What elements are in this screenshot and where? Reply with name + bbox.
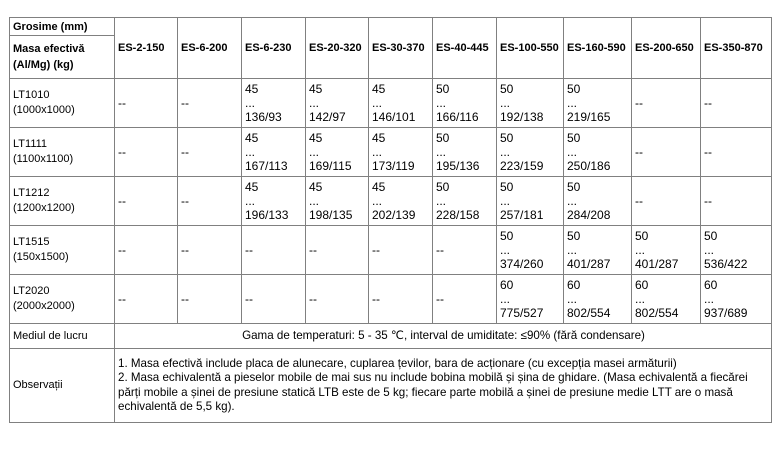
ellipsis: ...	[500, 292, 511, 306]
value-cell	[564, 226, 632, 275]
value-cell	[242, 128, 306, 177]
thickness-value: 45	[245, 82, 259, 96]
value-cell	[433, 128, 497, 177]
model-size: (2000x2000)	[13, 300, 75, 312]
mass-value: 536/422	[704, 257, 748, 271]
thickness-value: 50	[500, 82, 514, 96]
row-label	[10, 79, 115, 128]
ellipsis: ...	[567, 292, 578, 306]
value-cell	[242, 177, 306, 226]
thickness-value: 50	[500, 131, 514, 145]
thickness-value: 45	[309, 131, 323, 145]
mass-value: 166/116	[436, 110, 479, 124]
empty-cell: --	[433, 226, 497, 275]
ellipsis: ...	[704, 292, 715, 306]
note-item: 2. Masa echivalentă a pieselor mobile de mai sus nu include bobina mobilă și șina de ghidare. (Masa echivalentă a fiecărei părți mobile a șinei de presiune statică LTB este de 5 kg; fiecare parte mobilă a șinei de presiune medie LTT are o masă echivalentă de 5,5 kg).	[118, 371, 748, 413]
thickness-value: 50	[500, 229, 514, 243]
row-label	[10, 128, 115, 177]
mass-value: 802/554	[567, 306, 611, 320]
empty-cell: --	[701, 79, 772, 128]
ellipsis: ...	[372, 145, 383, 159]
table-row	[10, 128, 772, 177]
model-name: LT2020	[13, 285, 50, 297]
ellipsis: ...	[309, 96, 320, 110]
environment-value: Gama de temperaturi: 5 - 35 ℃, interval de umiditate: ≤90% (fără condensare)	[115, 324, 772, 349]
empty-cell: --	[178, 226, 242, 275]
ellipsis: ...	[500, 96, 511, 110]
empty-cell: --	[178, 275, 242, 324]
column-header-es-40-445: ES-40-445	[433, 18, 497, 79]
ellipsis: ...	[245, 96, 256, 110]
mass-value: 195/136	[436, 159, 480, 173]
mass-value: 198/135	[309, 208, 353, 222]
mass-value: 250/186	[567, 159, 611, 173]
mass-value: 775/527	[500, 306, 544, 320]
ellipsis: ...	[309, 145, 320, 159]
value-cell	[564, 177, 632, 226]
empty-cell: --	[369, 275, 433, 324]
table-row	[10, 177, 772, 226]
mass-value: 219/165	[567, 110, 611, 124]
thickness-value: 50	[567, 180, 581, 194]
value-cell	[497, 79, 564, 128]
table-row	[10, 275, 772, 324]
ellipsis: ...	[436, 96, 447, 110]
mass-value: 169/115	[309, 159, 352, 173]
ellipsis: ...	[372, 194, 383, 208]
value-cell	[564, 275, 632, 324]
model-size: (150x1500)	[13, 251, 69, 263]
empty-cell: --	[178, 79, 242, 128]
model-name: LT1212	[13, 187, 50, 199]
thickness-value: 50	[436, 131, 450, 145]
column-header-es-100-550: ES-100-550	[497, 18, 564, 79]
environment-label: Mediul de lucru	[10, 324, 115, 349]
row-label	[10, 226, 115, 275]
mass-value: 374/260	[500, 257, 544, 271]
value-cell	[242, 79, 306, 128]
empty-cell: --	[115, 226, 178, 275]
ellipsis: ...	[704, 243, 715, 257]
thickness-value: 45	[372, 82, 386, 96]
empty-cell: --	[115, 128, 178, 177]
empty-cell: --	[115, 275, 178, 324]
spec-table	[9, 17, 772, 423]
empty-cell: --	[369, 226, 433, 275]
ellipsis: ...	[500, 243, 511, 257]
value-cell	[564, 79, 632, 128]
thickness-value: 50	[704, 229, 718, 243]
empty-cell: --	[115, 79, 178, 128]
notes-row	[10, 349, 772, 423]
table-row	[10, 79, 772, 128]
model-size: (1000x1000)	[13, 104, 75, 116]
ellipsis: ...	[635, 292, 646, 306]
mass-value: 167/113	[245, 159, 288, 173]
value-cell	[497, 128, 564, 177]
value-cell	[497, 177, 564, 226]
thickness-value: 50	[567, 82, 581, 96]
thickness-value: 50	[567, 131, 581, 145]
empty-cell: --	[242, 275, 306, 324]
column-header-es-350-870: ES-350-870	[701, 18, 772, 79]
empty-cell: --	[701, 177, 772, 226]
thickness-value: 50	[635, 229, 649, 243]
column-header-es-6-200: ES-6-200	[178, 18, 242, 79]
ellipsis: ...	[500, 194, 511, 208]
model-name: LT1515	[13, 236, 50, 248]
column-header-es-2-150: ES-2-150	[115, 18, 178, 79]
value-cell	[701, 275, 772, 324]
mass-header-line2: (Al/Mg) (kg)	[13, 59, 74, 71]
value-cell	[433, 177, 497, 226]
empty-cell: --	[242, 226, 306, 275]
empty-cell: --	[306, 226, 369, 275]
ellipsis: ...	[309, 194, 320, 208]
thickness-value: 50	[436, 82, 450, 96]
mass-value: 196/133	[245, 208, 289, 222]
mass-value: 802/554	[635, 306, 679, 320]
row-label	[10, 177, 115, 226]
value-cell	[306, 128, 369, 177]
mass-value: 223/159	[500, 159, 544, 173]
mass-header-line1: Masa efectivă	[13, 43, 85, 55]
model-size: (1200x1200)	[13, 202, 75, 214]
model-name: LT1010	[13, 89, 50, 101]
column-header-es-20-320: ES-20-320	[306, 18, 369, 79]
ellipsis: ...	[245, 194, 256, 208]
mass-value: 142/97	[309, 110, 346, 124]
mass-value: 173/119	[372, 159, 415, 173]
empty-cell: --	[632, 177, 701, 226]
thickness-value: 60	[500, 278, 514, 292]
model-name: LT1111	[13, 138, 48, 150]
value-cell	[701, 226, 772, 275]
table-row	[10, 226, 772, 275]
thickness-value: 50	[500, 180, 514, 194]
value-cell	[632, 275, 701, 324]
thickness-value: 45	[245, 131, 259, 145]
empty-cell: --	[632, 128, 701, 177]
mass-value: 401/287	[567, 257, 611, 271]
row-label	[10, 275, 115, 324]
mass-value: 192/138	[500, 110, 544, 124]
thickness-value: 45	[372, 131, 386, 145]
ellipsis: ...	[372, 96, 383, 110]
thickness-value: 60	[704, 278, 718, 292]
empty-cell: --	[178, 128, 242, 177]
value-cell	[497, 275, 564, 324]
ellipsis: ...	[436, 194, 447, 208]
value-cell	[369, 79, 433, 128]
value-cell	[497, 226, 564, 275]
mass-value: 136/93	[245, 110, 282, 124]
value-cell	[433, 79, 497, 128]
thickness-header: Grosime (mm)	[10, 18, 115, 36]
mass-value: 202/139	[372, 208, 416, 222]
value-cell	[564, 128, 632, 177]
thickness-value: 45	[372, 180, 386, 194]
ellipsis: ...	[436, 145, 447, 159]
ellipsis: ...	[635, 243, 646, 257]
ellipsis: ...	[245, 145, 256, 159]
empty-cell: --	[433, 275, 497, 324]
thickness-value: 60	[635, 278, 649, 292]
value-cell	[369, 128, 433, 177]
ellipsis: ...	[567, 243, 578, 257]
thickness-value: 60	[567, 278, 581, 292]
thickness-value: 50	[567, 229, 581, 243]
mass-value: 401/287	[635, 257, 679, 271]
column-header-es-160-590: ES-160-590	[564, 18, 632, 79]
value-cell	[306, 177, 369, 226]
ellipsis: ...	[567, 96, 578, 110]
model-size: (1100x1100)	[13, 153, 74, 165]
thickness-value: 50	[436, 180, 450, 194]
ellipsis: ...	[567, 145, 578, 159]
value-cell	[632, 226, 701, 275]
notes-label: Observații	[10, 349, 115, 423]
ellipsis: ...	[567, 194, 578, 208]
header-row	[10, 18, 772, 36]
mass-header	[10, 36, 115, 79]
ellipsis: ...	[500, 145, 511, 159]
mass-value: 937/689	[704, 306, 748, 320]
column-header-es-6-230: ES-6-230	[242, 18, 306, 79]
mass-value: 257/181	[500, 208, 544, 222]
value-cell	[306, 79, 369, 128]
mass-value: 228/158	[436, 208, 480, 222]
empty-cell: --	[632, 79, 701, 128]
empty-cell: --	[701, 128, 772, 177]
empty-cell: --	[115, 177, 178, 226]
thickness-value: 45	[309, 82, 323, 96]
notes-content	[115, 349, 772, 423]
mass-value: 146/101	[372, 110, 416, 124]
empty-cell: --	[178, 177, 242, 226]
empty-cell: --	[306, 275, 369, 324]
note-item: 1. Masa efectivă include placa de alunecare, cuplarea țevilor, bara de acționare (cu excepția masei armăturii)	[118, 356, 677, 370]
thickness-value: 45	[309, 180, 323, 194]
thickness-value: 45	[245, 180, 259, 194]
value-cell	[369, 177, 433, 226]
mass-value: 284/208	[567, 208, 611, 222]
column-header-es-200-650: ES-200-650	[632, 18, 701, 79]
column-header-es-30-370: ES-30-370	[369, 18, 433, 79]
environment-row	[10, 324, 772, 349]
